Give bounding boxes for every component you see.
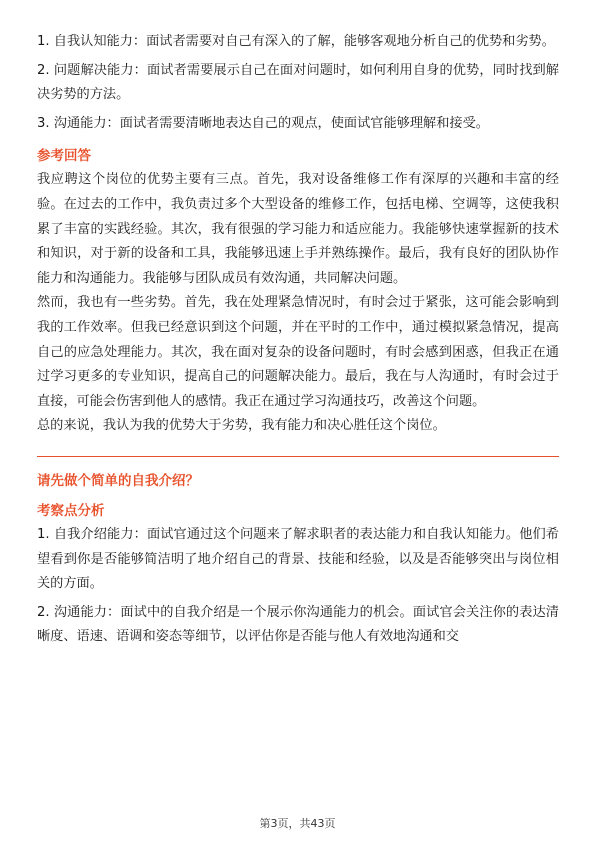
answer-paragraph: 然而，我也有一些劣势。首先，我在处理紧急情况时，有时会过于紧张，这可能会影响到我的工作效率。但我已经意识到这个问题，并在平时的工作中，通过模拟紧急情况，提高自己的应急处理能力。其次，我在面对复杂的设备问题时，有时会感到困惑，但我正在通过学习更多的专业知识，提高自己的问题解决能力。最后，我在与人沟通时，有时会过于直接，可能会伤害到他人的感情。我正在通过学习沟通技巧，改善这个问题。 [37, 295, 559, 409]
analysis-point: 2. 沟通能力：面试中的自我介绍是一个展示你沟通能力的机会。面试官会关注你的表达清晰度、语速、语调和姿态等细节，以评估你是否能与他人有效地沟通和交 [37, 604, 559, 645]
analysis-point: 1. 自我认知能力：面试者需要对自己有深入的了解，能够客观地分析自己的优势和劣势。 [37, 34, 555, 49]
page-number: 第3页，共43页 [259, 817, 336, 830]
document-page [37, 30, 559, 650]
question-title: 请先做个简单的自我介绍？ [37, 472, 199, 489]
analysis-heading: 考察点分析 [37, 502, 105, 519]
reference-answer-section [37, 144, 559, 439]
answer-paragraph: 总的来说，我认为我的优势大于劣势，我有能力和决心胜任这个岗位。 [37, 418, 446, 434]
answer-paragraph: 我应聘这个岗位的优势主要有三点。首先，我对设备维修工作有深厚的兴趣和丰富的经验。在过去的工作中，我负责过多个大型设备的维修工作，包括电梯、空调等，这使我积累了丰富的实践经验。其次，我有很强的学习能力和适应能力。我能够快速掌握新的技术和知识，对于新的设备和工具，我能够迅速上手并熟练操作。最后，我有良好的团队协作能力和沟通能力。我能够与团队成员有效沟通，共同解决问题。 [37, 172, 559, 286]
analysis-point: 2. 问题解决能力：面试者需要展示自己在面对问题时，如何利用自身的优势，同时找到解决劣势的方法。 [37, 62, 559, 103]
analysis-point: 1. 自我介绍能力：面试官通过这个问题来了解求职者的表达能力和自我认知能力。他们希望看到你是否能够简洁明了地介绍自己的背景、技能和经验，以及是否能够突出与岗位相关的方面。 [37, 526, 559, 592]
analysis-point: 3. 沟通能力：面试者需要清晰地表达自己的观点，使面试官能够理解和接受。 [37, 115, 489, 131]
reference-answer-heading: 参考回答 [37, 148, 91, 165]
analysis-section [37, 30, 559, 136]
section-divider [37, 456, 559, 457]
question-section [37, 469, 559, 650]
